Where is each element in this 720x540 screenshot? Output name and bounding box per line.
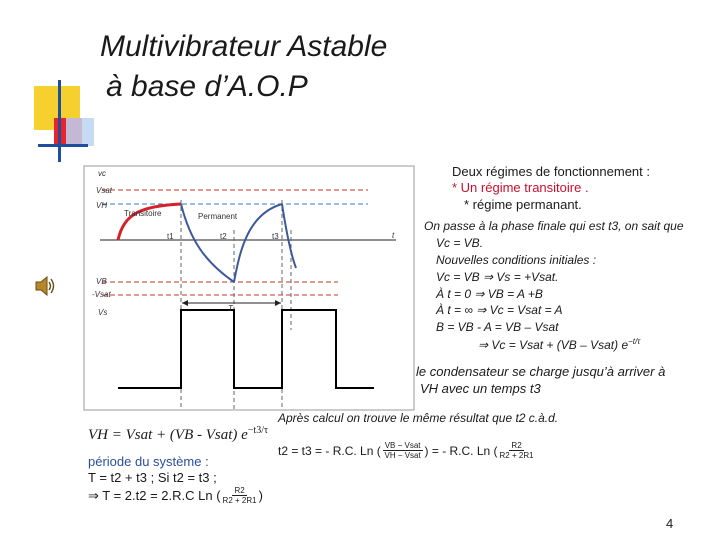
label-period-T: T [228, 304, 233, 313]
vs-square-wave [118, 310, 374, 388]
text-line-1: On passe à la phase finale qui est t3, on sait que [424, 219, 684, 233]
text-line-10: VH avec un temps t3 [420, 381, 541, 396]
label-transitoire: Transitoire [124, 209, 162, 218]
label-vsat: Vsat [96, 186, 113, 195]
label-vs: Vs [98, 308, 108, 317]
label-vc: vc [98, 169, 106, 178]
label-permanent: Permanent [198, 212, 238, 221]
diagram-frame [84, 166, 414, 410]
t2-formula [278, 441, 534, 460]
fraction-1-num: VB − Vsat [384, 441, 421, 450]
fraction-1-den: VH − Vsat [384, 451, 421, 460]
label-t2: t2 [220, 232, 227, 241]
text-line-7: B = VB - A = VB – Vsat [436, 320, 559, 334]
vc-formula: ⇒ Vc = Vsat + (VB – Vsat) e [478, 338, 629, 352]
text-line-5: À t = 0 ⇒ VB = A +B [436, 287, 543, 301]
period-line-2-close: ) [258, 488, 263, 503]
vh-formula [88, 425, 268, 444]
regime-permanent: * régime permanant. [464, 197, 582, 212]
period-line-2 [88, 486, 263, 505]
page-number: 4 [666, 516, 674, 531]
text-line-4: Vc = VB ⇒ Vs = +Vsat. [436, 270, 559, 284]
vc-charge-curve [234, 204, 282, 282]
calc-intro: Après calcul on trouve le même résultat que t2 c.à.d. [278, 411, 559, 425]
fraction-2-num: R2 [511, 441, 522, 450]
period-label: période du système : [88, 454, 209, 469]
title-line1: Multivibrateur Astable [100, 30, 388, 63]
fraction-3-num: R2 [234, 486, 245, 495]
title-line2: à base d’A.O.P [106, 70, 308, 103]
regime-transitoire-text: * Un régime transitoire . [452, 180, 589, 195]
fraction-2-den: R2 + 2R1 [499, 451, 534, 460]
t2-formula-mid: ) = - R.C. Ln ( [424, 443, 498, 458]
text-line-9: le condensateur se charge jusqu’à arriver à [416, 364, 666, 379]
label-neg-vsat: -Vsat [92, 290, 111, 299]
text-line-3: Nouvelles conditions initiales : [436, 253, 597, 267]
vc-discharge-curve-2 [282, 204, 296, 268]
regime-transitoire [452, 180, 589, 195]
fraction-1 [383, 441, 423, 460]
vh-formula-exponent: −t3/τ [247, 425, 269, 436]
text-line-6: À t = ∞ ⇒ Vc = Vsat = A [436, 303, 563, 317]
label-t1: t1 [167, 232, 174, 241]
t2-formula-start: t2 = t3 = - R.C. Ln ( [278, 443, 381, 458]
label-vh: VH [96, 201, 108, 210]
fraction-3-den: R2 + 2R1 [222, 496, 257, 505]
text-line-2: Vc = VB. [436, 236, 484, 250]
text-line-8 [478, 337, 640, 352]
period-line-1: T = t2 + t3 ; Si t2 = t3 ; [88, 470, 217, 485]
label-vb: VB [96, 277, 107, 286]
vh-formula-text: VH = Vsat + (VB - Vsat) e [88, 427, 248, 443]
regimes-header: Deux régimes de fonctionnement : [452, 164, 650, 179]
period-line-2-text: ⇒ T = 2.t2 = 2.R.C Ln ( [88, 487, 221, 503]
fraction-2 [500, 441, 534, 460]
label-t-axis: t [392, 231, 395, 240]
label-t3: t3 [272, 232, 279, 241]
vc-formula-exponent: −t/τ [628, 337, 641, 346]
fraction-3 [223, 486, 257, 505]
